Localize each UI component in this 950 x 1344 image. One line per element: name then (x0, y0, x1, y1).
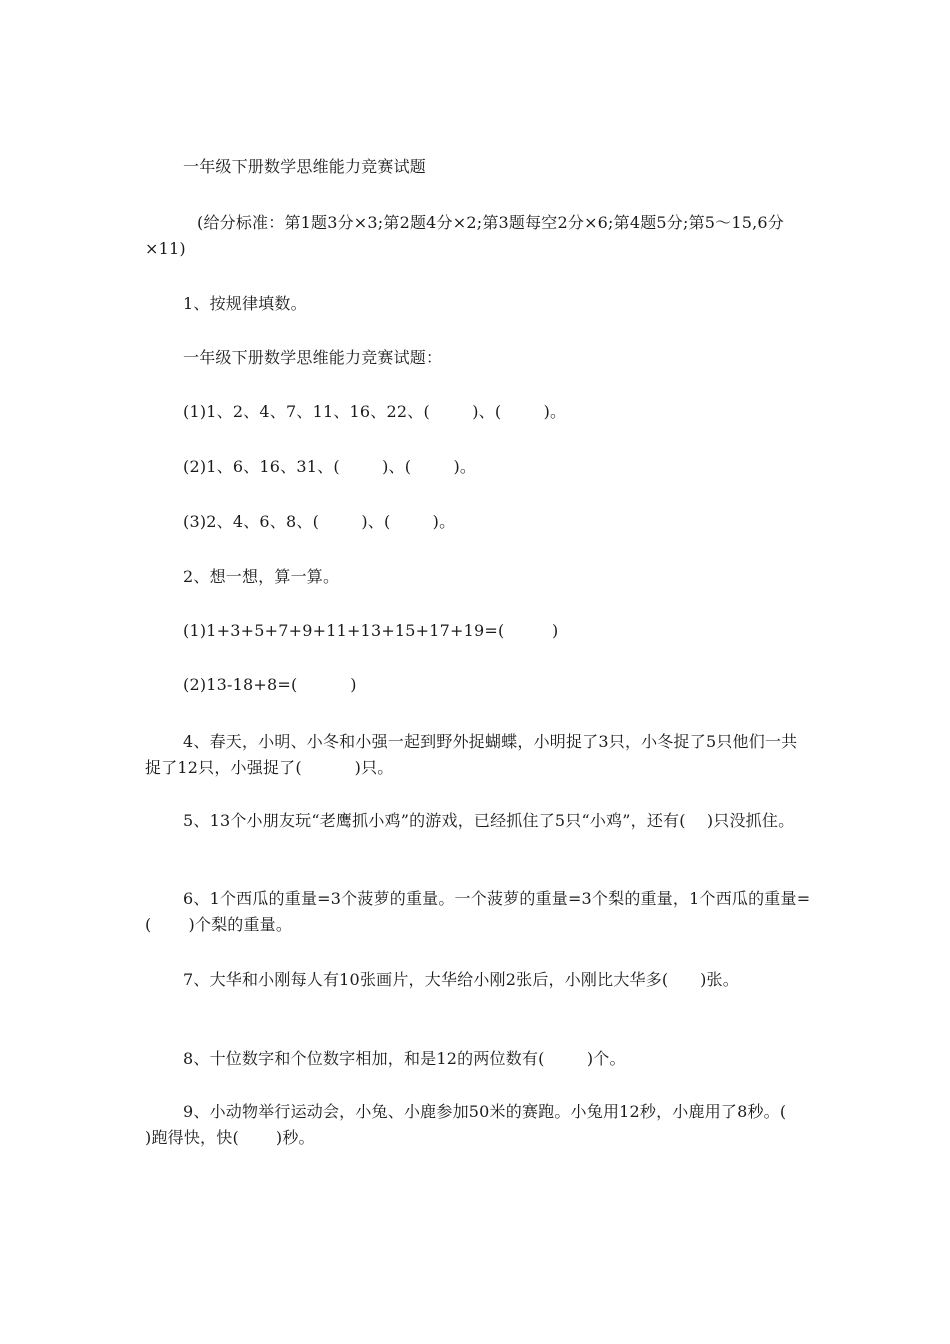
question-2-part-2: (2)13-18+8=( ) (183, 675, 357, 694)
question-1-subtitle: 一年级下册数学思维能力竞赛试题： (183, 348, 443, 367)
document-title: 一年级下册数学思维能力竞赛试题 (183, 157, 427, 176)
question-4: 4、春天，小明、小冬和小强一起到野外捉蝴蝶，小明捉了3只，小冬捉了5只他们一共捉了12只，小强捉了( )只。 (145, 732, 798, 777)
question-1-part-3: (3)2、4、6、8、( )、( )。 (183, 512, 456, 531)
question-5: 5、13个小朋友玩“老鹰抓小鸡”的游戏，已经抓住了5只“小鸡”，还有( )只没抓住。 (183, 811, 795, 830)
question-1-part-2: (2)1、6、16、31、( )、( )。 (183, 457, 477, 476)
question-7: 7、大华和小刚每人有10张画片，大华给小刚2张后，小刚比大华多( )张。 (183, 970, 739, 989)
question-2-heading: 2、想一想，算一算。 (183, 567, 340, 586)
question-1-part-1: (1)1、2、4、7、11、16、22、( )、( )。 (183, 402, 567, 421)
scoring-note: (给分标准：第1题3分×3;第2题4分×2;第3题每空2分×6;第4题5分;第5～15,6分×11) (145, 213, 785, 258)
question-6: 6、1个西瓜的重量=3个菠萝的重量。一个菠萝的重量=3个梨的重量，1个西瓜的重量=( )个梨的重量。 (145, 889, 811, 934)
question-9: 9、小动物举行运动会，小兔、小鹿参加50米的赛跑。小兔用12秒，小鹿用了8秒。( )跑得快，快( )秒。 (145, 1102, 819, 1147)
question-8: 8、十位数字和个位数字相加，和是12的两位数有( )个。 (183, 1049, 626, 1068)
question-2-part-1: (1)1+3+5+7+9+11+13+15+17+19=( ) (183, 621, 559, 640)
question-1-heading: 1、按规律填数。 (183, 294, 307, 313)
